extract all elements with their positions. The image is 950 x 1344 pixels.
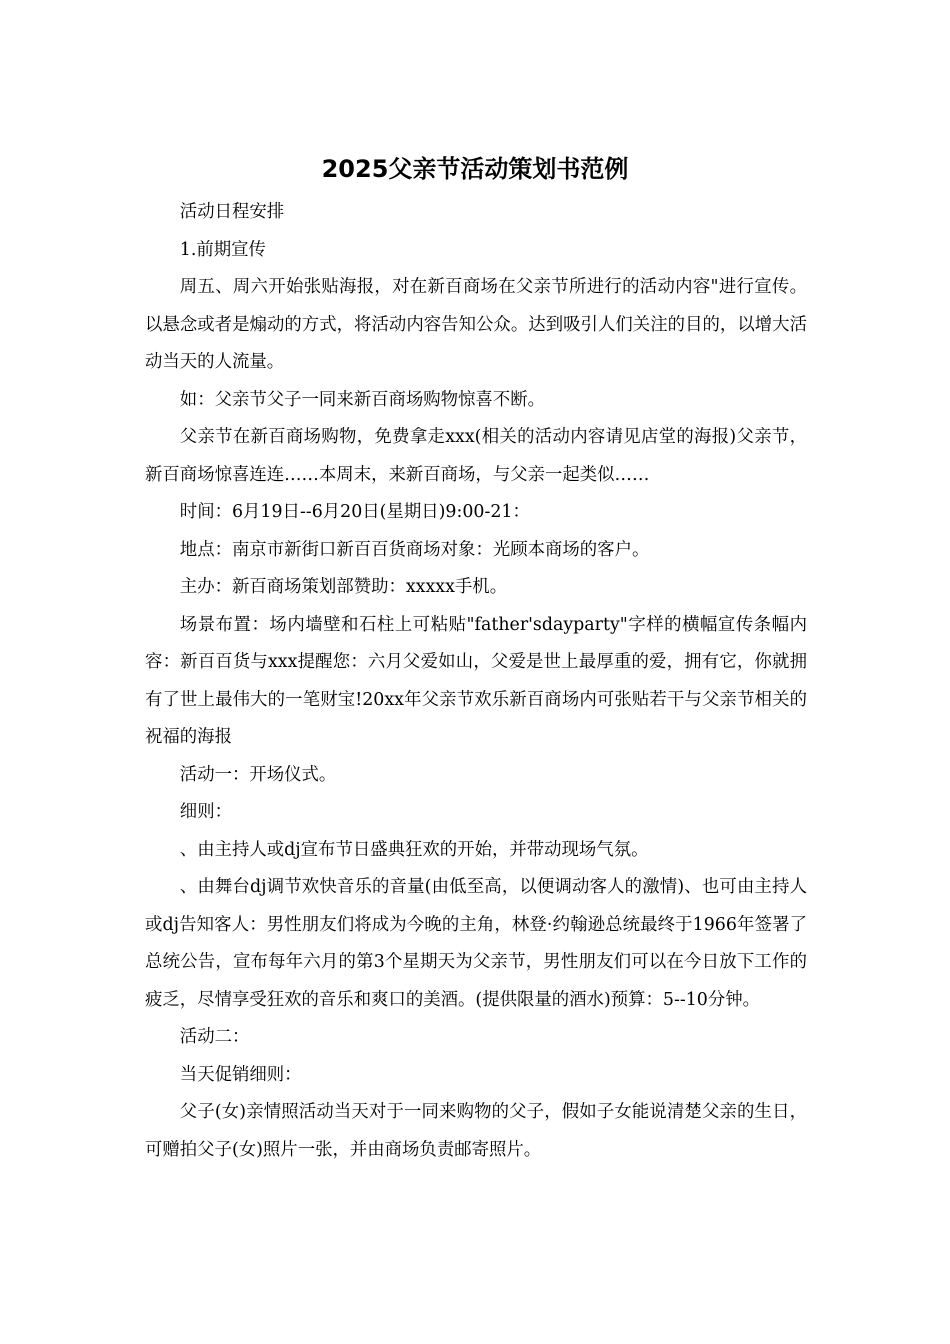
paragraph: 、由舞台dj调节欢快音乐的音量(由低至高，以便调动客人的激情)、也可由主持人或dj告知客人：男性朋友们将成为今晚的主角，林登·约翰逊总统最终于1966年签署了总统公告，宣布每年六月的第3个星期天为父亲节，男性朋友们可以在今日放下工作的疲乏，尽情享受狂欢的音乐和爽口的美酒。(提供限量的酒水)预算：5--10分钟。 xyxy=(145,877,807,1010)
paragraph: 如：父亲节父子一同来新百商场购物惊喜不断。 xyxy=(179,389,546,410)
paragraph: 场景布置：场内墙壁和石柱上可粘贴"father'sdayparty"字样的横幅宣传条幅内容：新百百货与xxx提醒您：六月父爱如山，父爱是世上最厚重的爱，拥有它，你就拥有了世上最伟大的一笔财宝!20xx年父亲节欢乐新百商场内可张贴若干与父亲节相关的祝福的海报 xyxy=(145,614,807,747)
paragraph: 活动一：开场仪式。 xyxy=(179,764,337,785)
paragraph: 父亲节在新百商场购物，免费拿走xxx(相关的活动内容请见店堂的海报)父亲节，新百商场惊喜连连……本周末，来新百商场，与父亲一起类似…… xyxy=(145,427,807,485)
paragraph: 主办：新百商场策划部赞助：xxxxx手机。 xyxy=(179,577,508,597)
paragraph: 周五、周六开始张贴海报，对在新百商场在父亲节所进行的活动内容"进行宣传。以悬念或者是煽动的方式，将活动内容告知公众。达到吸引人们关注的目的，以增大活动当天的人流量。 xyxy=(145,277,807,372)
paragraph: 时间：6月19日--6月20日(星期日)9:00-21： xyxy=(179,502,530,522)
paragraph: 当天促销细则： xyxy=(179,1064,302,1085)
paragraph: 1.前期宣传 xyxy=(179,239,266,260)
paragraph: 父子(女)亲情照活动当天对于一同来购物的父子，假如子女能说清楚父亲的生日，可赠拍父子(女)照片一张，并由商场负责邮寄照片。 xyxy=(145,1102,807,1160)
document-body xyxy=(145,194,807,1169)
paragraph: 活动日程安排 xyxy=(179,202,285,222)
paragraph: 地点：南京市新街口新百百货商场对象：光顾本商场的客户。 xyxy=(179,539,650,560)
paragraph: 、由主持人或dj宣布节日盛典狂欢的开始，并带动现场气氛。 xyxy=(179,839,649,860)
paragraph: 细则： xyxy=(179,802,232,822)
document-title: 2025父亲节活动策划书范例 xyxy=(321,155,629,183)
paragraph: 活动二： xyxy=(179,1027,250,1047)
